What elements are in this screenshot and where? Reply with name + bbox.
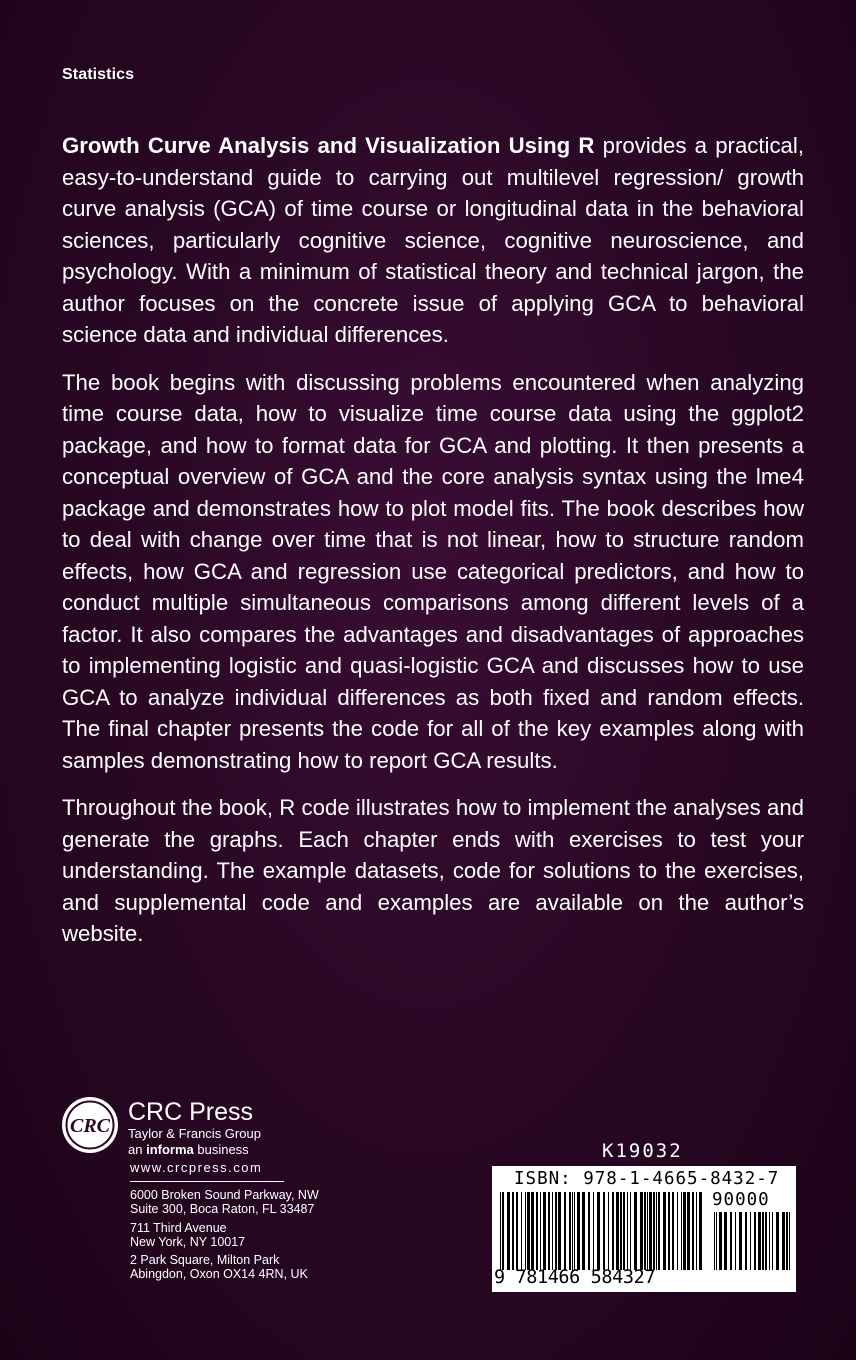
blurb-paragraph-2: The book begins with discussing problems encountered when analyzing time course data, how to visualize time course data using the ggplot2 package, and how to format data for GCA and plotting. It then presents a conceptual overview of GCA and the core analysis syntax using the lme4 package and demonstrates how to plot model fits. The book describes how to deal with change over time that is not linear, how to structure random effects, how GCA and regression use categorical predictors, and how to conduct multiple simultaneous comparisons among different levels of a factor. It also compares the advantages and disadvantages of approaches to implementing logistic and quasi-logistic GCA and discusses how to use GCA to analyze individual differences as both fixed and random effects. The final chapter presents the code for all of the key examples along with samples demonstrating how to report GCA results. [62, 369, 804, 773]
barcode-bar [634, 1192, 637, 1270]
publisher-addresses [130, 1188, 360, 1282]
barcode-bar [516, 1192, 518, 1270]
barcode-bar [739, 1212, 742, 1270]
crc-logo-text: CRC [69, 1115, 111, 1137]
barcode-bar [696, 1192, 697, 1270]
barcode-bar [765, 1212, 767, 1270]
barcode-bar [745, 1212, 747, 1270]
barcode-bar [536, 1192, 538, 1270]
barcode-bar [603, 1192, 605, 1270]
barcode-bar [658, 1192, 660, 1270]
barcode-bar [730, 1212, 732, 1270]
barcode-bar [555, 1192, 557, 1270]
barcode-bar [782, 1212, 785, 1270]
ean-digits: 9 781466 584327 [494, 1267, 656, 1288]
address-new-york: 711 Third Avenue New York, NY 10017 [130, 1220, 246, 1249]
job-number: K19032 [602, 1140, 683, 1162]
barcode-bar [616, 1192, 619, 1270]
barcode-bar [714, 1212, 715, 1270]
barcode-bar [525, 1192, 526, 1270]
barcode-bar [647, 1192, 648, 1270]
barcode-bar [608, 1192, 609, 1270]
category-label: Statistics [62, 66, 135, 83]
barcode-bar [776, 1212, 779, 1270]
barcode-bar [552, 1192, 553, 1270]
crc-press-logo-icon [60, 1095, 120, 1155]
barcode-bar [564, 1192, 566, 1270]
barcode-bar [699, 1192, 702, 1270]
barcode-bar [762, 1212, 764, 1270]
barcode-bar [630, 1192, 631, 1270]
barcode-bar [521, 1192, 522, 1270]
barcode-bar [512, 1192, 514, 1270]
barcode-bar [789, 1212, 790, 1270]
barcode-bar [786, 1212, 788, 1270]
barcode-bar [597, 1192, 600, 1270]
blurb-paragraph-3: Throughout the book, R code illustrates how to implement the analyses and generate the graphs. Each chapter ends with exercises to test your understanding. The example datasets, code for solutions to the exercises, and supplemental code and examples are available on the author’s website. [62, 795, 804, 946]
barcode-bar [569, 1192, 571, 1270]
barcode-bar [644, 1192, 646, 1270]
barcode-bar [574, 1192, 575, 1270]
barcode-bar [577, 1192, 580, 1270]
barcode-bar [758, 1212, 761, 1270]
barcode-bar [719, 1212, 722, 1270]
barcode-bar [683, 1192, 686, 1270]
barcode-bar [558, 1192, 561, 1270]
barcode-bar [500, 1192, 501, 1270]
blurb-paragraph-1-text: provides a practical, easy-to-understand guide to carrying out multilevel regression/ growth curve analysis (GCA) of time course or longitudinal data in the behavioral sciences, particularly cognitive science, cognitive neuroscience, and psychology. With a minimum of statistical theory and technical jargon, the author focuses on the concrete issue of applying GCA to behavioral science data and individual differences. [62, 133, 804, 347]
publisher-group: Taylor & Francis Group [128, 1126, 261, 1141]
barcode-bar [588, 1192, 590, 1270]
barcode-bar [627, 1192, 628, 1270]
barcode-bar [612, 1192, 614, 1270]
barcode-bar [687, 1192, 690, 1270]
price-code: 90000 [712, 1190, 770, 1210]
barcode-bar [692, 1192, 694, 1270]
publisher-name: CRC Press [128, 1098, 254, 1126]
barcode-bar [582, 1192, 585, 1270]
publisher-block [60, 1095, 360, 1286]
barcode-bar [527, 1192, 530, 1270]
barcode-bar [772, 1212, 773, 1270]
barcode-bar [543, 1192, 546, 1270]
barcode-bar [754, 1212, 756, 1270]
barcode-bar [620, 1192, 622, 1270]
back-cover-blurb [62, 130, 804, 966]
address-abingdon: 2 Park Square, Milton Park Abingdon, Oxon OX14 4RN, UK [130, 1253, 308, 1282]
barcode-bar [502, 1192, 504, 1270]
barcode-bar [677, 1192, 678, 1270]
isbn-text: ISBN: 978-1-4665-8432-7 [514, 1169, 780, 1189]
barcode-bar [653, 1192, 655, 1270]
barcode-bar [724, 1212, 727, 1270]
barcode-bar [593, 1192, 594, 1270]
barcode-bar [640, 1192, 643, 1270]
barcode-bar [572, 1192, 573, 1270]
barcode-bar [663, 1192, 666, 1270]
barcode-bar [649, 1192, 652, 1270]
barcode-bar [548, 1192, 550, 1270]
barcode-bar [656, 1192, 657, 1270]
barcode-bar [507, 1192, 510, 1270]
address-boca-raton: 6000 Broken Sound Parkway, NW Suite 300, Boca Raton, FL 33487 [130, 1188, 319, 1217]
barcode-bar [750, 1212, 751, 1270]
barcode-bar [735, 1212, 736, 1270]
blurb-paragraph-1 [62, 130, 804, 351]
barcode-bar [531, 1192, 534, 1270]
barcode-bar [668, 1192, 670, 1270]
barcode-bar [681, 1192, 682, 1270]
isbn-barcode [492, 1166, 796, 1292]
barcode-bar [672, 1192, 674, 1270]
barcode-bar [540, 1192, 541, 1270]
publisher-url: www.crcpress.com [130, 1160, 284, 1182]
barcode-bar [769, 1212, 770, 1270]
publisher-business-line: an informa business [128, 1142, 249, 1157]
barcode-bar [716, 1212, 717, 1270]
book-title: Growth Curve Analysis and Visualization Using R [62, 133, 595, 158]
barcode-bar [623, 1192, 625, 1270]
